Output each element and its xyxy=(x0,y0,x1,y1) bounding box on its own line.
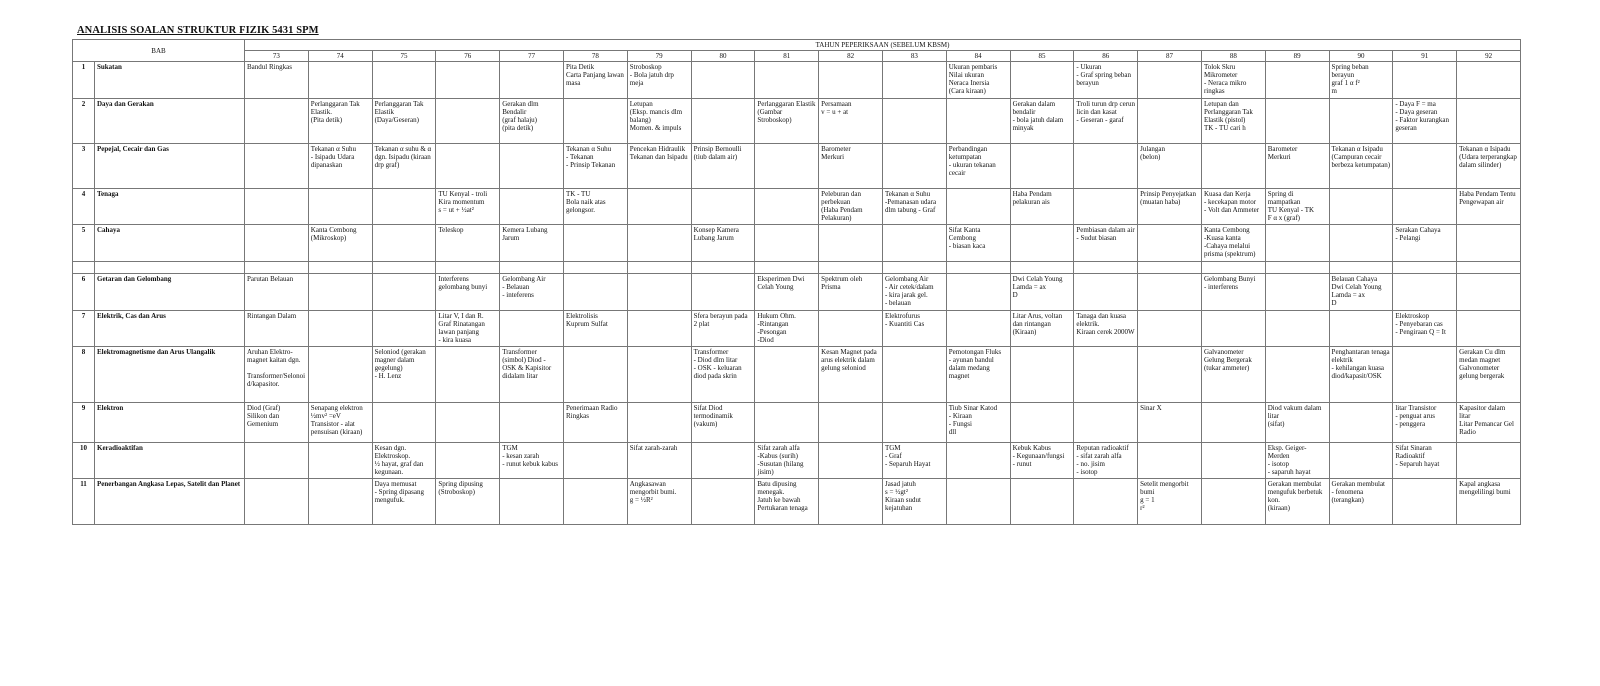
year-cell-84: Pemotongan Fluks - ayunan bandul dalam medang magnet xyxy=(946,347,1010,403)
row-number: 8 xyxy=(73,347,95,403)
year-cell-91: litar Transistor - penguat arus - penggera xyxy=(1393,403,1457,443)
year-cell-83: TGM - Graf - Separuh Hayat xyxy=(882,443,946,479)
year-cell-74 xyxy=(308,189,372,225)
year-cell-85: Haba Pendam pelakuran ais xyxy=(1010,189,1074,225)
year-cell-83 xyxy=(882,225,946,262)
table-row xyxy=(73,189,1521,225)
year-cell-92: Kapal angkasa mengelilingi bumi xyxy=(1457,479,1521,525)
year-cell-92 xyxy=(1457,311,1521,347)
year-cell-89: Diod vakum dalam litar (sifat) xyxy=(1265,403,1329,443)
year-cell-91 xyxy=(1393,479,1457,525)
table-row xyxy=(73,62,1521,99)
year-cell-81 xyxy=(755,62,819,99)
year-cell-76: Spring dipusing (Stroboskop) xyxy=(436,479,500,525)
year-cell-90: Penghantaran tenaga elektrik - kehilangan kuasa diod/kapasit/OSK xyxy=(1329,347,1393,403)
year-header-91: 91 xyxy=(1393,51,1457,62)
year-cell-75 xyxy=(372,189,436,225)
year-cell-73 xyxy=(245,99,309,144)
year-group-header: TAHUN PEPERIKSAAN (SEBELUM KBSM) xyxy=(245,40,1521,51)
year-header-85: 85 xyxy=(1010,51,1074,62)
year-cell-86 xyxy=(1074,347,1138,403)
topic-cell: Elektron xyxy=(95,403,245,443)
analysis-table xyxy=(72,39,1521,525)
year-header-90: 90 xyxy=(1329,51,1393,62)
year-cell-88 xyxy=(1201,311,1265,347)
year-cell-89 xyxy=(1265,347,1329,403)
year-cell-87 xyxy=(1138,225,1202,262)
year-cell-76 xyxy=(436,62,500,99)
year-cell-83 xyxy=(882,347,946,403)
row-number: 5 xyxy=(73,225,95,262)
bab-header: BAB xyxy=(73,40,245,62)
year-cell-86: Reputan radioaktif - sifat zarah alfa - no. jisim - isotop xyxy=(1074,443,1138,479)
year-cell-80 xyxy=(691,479,755,525)
year-cell-80: Prinsip Bernoulli (tiub dalam air) xyxy=(691,144,755,189)
year-cell-88: Gelombang Bunyi - interferens xyxy=(1201,274,1265,311)
year-cell-79 xyxy=(627,403,691,443)
year-cell-91 xyxy=(1393,62,1457,99)
row-number: 4 xyxy=(73,189,95,225)
year-cell-88: Tolok Skru Mikrometer - Neraca mikro ringkas xyxy=(1201,62,1265,99)
year-cell-92: Haba Pendam Tentu Pengewapan air xyxy=(1457,189,1521,225)
year-cell-77 xyxy=(500,479,564,525)
year-cell-82 xyxy=(819,443,883,479)
year-cell-84 xyxy=(946,189,1010,225)
row-number: 7 xyxy=(73,311,95,347)
year-cell-75 xyxy=(372,225,436,262)
year-cell-91 xyxy=(1393,189,1457,225)
year-cell-77: Kemera Lubang Jarum xyxy=(500,225,564,262)
year-cell-87: Julangan (belon) xyxy=(1138,144,1202,189)
year-cell-91 xyxy=(1393,144,1457,189)
year-header-81: 81 xyxy=(755,51,819,62)
year-cell-81: Hukum Ohm. -Rintangan -Pesongan -Diod xyxy=(755,311,819,347)
year-cell-76 xyxy=(436,99,500,144)
year-cell-74 xyxy=(308,479,372,525)
topic-cell: Daya dan Gerakan xyxy=(95,99,245,144)
year-cell-73 xyxy=(245,479,309,525)
year-cell-79: Letupan (Eksp. mancis dlm balang) Momen. & impuls xyxy=(627,99,691,144)
year-cell-73 xyxy=(245,225,309,262)
year-cell-80: Transformer - Diod dlm litar - OSK - keluaran diod pada skrin xyxy=(691,347,755,403)
year-cell-82: Peleburan dan perbekuan (Haba Pendam Pelakuran) xyxy=(819,189,883,225)
year-cell-78 xyxy=(563,99,627,144)
year-cell-78: Elektrolisis Kuprum Sulfat xyxy=(563,311,627,347)
year-header-88: 88 xyxy=(1201,51,1265,62)
year-cell-79: Stroboskop - Bola jatuh drp meja xyxy=(627,62,691,99)
year-cell-88 xyxy=(1201,443,1265,479)
year-cell-74: Senapang elektron ½mv² =eV Transistor - alat pensuisan (kiraan) xyxy=(308,403,372,443)
year-cell-84: Perbandingan ketumpatan - ukuran tekanan cecair xyxy=(946,144,1010,189)
year-cell-83 xyxy=(882,62,946,99)
year-cell-78 xyxy=(563,479,627,525)
year-cell-83: Jasad jatuh s = ½gt² Kiraan sudut kejatuhan xyxy=(882,479,946,525)
year-cell-78 xyxy=(563,225,627,262)
year-cell-90 xyxy=(1329,225,1393,262)
year-cell-80: Sifat Diod termodinamik (vakum) xyxy=(691,403,755,443)
year-cell-85 xyxy=(1010,347,1074,403)
year-cell-78 xyxy=(563,347,627,403)
year-cell-77: Gelombang Air - Belauan - inteferens xyxy=(500,274,564,311)
year-header-82: 82 xyxy=(819,51,883,62)
year-header-86: 86 xyxy=(1074,51,1138,62)
year-cell-82 xyxy=(819,62,883,99)
row-number: 3 xyxy=(73,144,95,189)
year-cell-84: Sifat Kanta Cembong - biasan kaca xyxy=(946,225,1010,262)
year-cell-80 xyxy=(691,443,755,479)
year-cell-76 xyxy=(436,443,500,479)
year-cell-86 xyxy=(1074,479,1138,525)
year-cell-83: Gelombang Air - Air cetek/dalam - kira jarak gel. - belauan xyxy=(882,274,946,311)
row-number: 1 xyxy=(73,62,95,99)
year-cell-74 xyxy=(308,274,372,311)
year-cell-74 xyxy=(308,62,372,99)
year-cell-80 xyxy=(691,99,755,144)
year-header-84: 84 xyxy=(946,51,1010,62)
year-cell-84 xyxy=(946,443,1010,479)
year-cell-92 xyxy=(1457,99,1521,144)
year-cell-79 xyxy=(627,189,691,225)
year-cell-89 xyxy=(1265,225,1329,262)
year-cell-77 xyxy=(500,311,564,347)
year-cell-86 xyxy=(1074,403,1138,443)
year-cell-90 xyxy=(1329,311,1393,347)
row-number: 11 xyxy=(73,479,95,525)
year-cell-82: Kesan Magnet pada arus elektrik dalam gelung seloniod xyxy=(819,347,883,403)
year-cell-81 xyxy=(755,225,819,262)
year-cell-86: Tanaga dan kuasa elektrik. Kiraan cerek 2000W xyxy=(1074,311,1138,347)
table-row xyxy=(73,144,1521,189)
topic-cell: Elektrik, Cas dan Arus xyxy=(95,311,245,347)
year-cell-85: Gerakan dalam bendalir - bola jatuh dalam minyak xyxy=(1010,99,1074,144)
year-cell-75: Daya memusat - Spring dipasang mengufuk. xyxy=(372,479,436,525)
year-cell-87: Setelit mengorbit bumi g = 1 r² xyxy=(1138,479,1202,525)
spacer-row xyxy=(73,262,1521,274)
year-cell-90: Spring beban berayun graf 1 α f² m xyxy=(1329,62,1393,99)
year-cell-85: Litar Arus, voltan dan rintangan (Kiraan) xyxy=(1010,311,1074,347)
table-row xyxy=(73,225,1521,262)
year-header-80: 80 xyxy=(691,51,755,62)
year-cell-78: TK - TU Bola naik atas gelongsor. xyxy=(563,189,627,225)
year-cell-73: Bandul Ringkas xyxy=(245,62,309,99)
year-cell-76: Litar V, I dan R. Graf Rinatangan lawan panjang - kira kuasa xyxy=(436,311,500,347)
year-cell-75: Perlanggaran Tak Elastik (Daya/Geseran) xyxy=(372,99,436,144)
year-cell-83: Tekanan α Suhu -Pemanasan udara dlm tabung - Graf xyxy=(882,189,946,225)
year-cell-87 xyxy=(1138,99,1202,144)
year-header-74: 74 xyxy=(308,51,372,62)
table-body xyxy=(73,62,1521,525)
table-row xyxy=(73,311,1521,347)
year-cell-81 xyxy=(755,144,819,189)
year-cell-87 xyxy=(1138,62,1202,99)
year-header-87: 87 xyxy=(1138,51,1202,62)
year-cell-81 xyxy=(755,347,819,403)
year-cell-78 xyxy=(563,443,627,479)
year-cell-79: Pencekan Hidraulik Tekanan dan Isipadu xyxy=(627,144,691,189)
year-cell-80: Konsep Kamera Lubang Jarum xyxy=(691,225,755,262)
topic-cell: Penerbangan Angkasa Lepas, Satelit dan Planet xyxy=(95,479,245,525)
year-cell-89: Barometer Merkuri xyxy=(1265,144,1329,189)
year-cell-89 xyxy=(1265,311,1329,347)
year-cell-76: TU Kenyal - troli Kira momentum s = ut + ½at² xyxy=(436,189,500,225)
year-cell-78: Penerimaan Radio Ringkas xyxy=(563,403,627,443)
year-cell-82: Barometer Merkuri xyxy=(819,144,883,189)
year-cell-81 xyxy=(755,403,819,443)
year-cell-85 xyxy=(1010,403,1074,443)
year-cell-78: Pita Detik Carta Panjang lawan masa xyxy=(563,62,627,99)
year-cell-73 xyxy=(245,189,309,225)
table-row xyxy=(73,403,1521,443)
row-number: 6 xyxy=(73,274,95,311)
year-header-75: 75 xyxy=(372,51,436,62)
year-cell-91: - Daya F = ma - Daya geseran - Faktor kurangkan geseran xyxy=(1393,99,1457,144)
year-cell-85 xyxy=(1010,144,1074,189)
year-cell-75: Tekanan α suhu & α dgn. Isipadu (kiraan drp graf) xyxy=(372,144,436,189)
year-cell-88: Letupan dan Perlanggaran Tak Elastik (pistol) TK - TU cari h xyxy=(1201,99,1265,144)
year-cell-82 xyxy=(819,225,883,262)
year-cell-88 xyxy=(1201,403,1265,443)
year-cell-80 xyxy=(691,62,755,99)
year-cell-76: Teleskop xyxy=(436,225,500,262)
topic-cell: Getaran dan Gelombang xyxy=(95,274,245,311)
year-cell-87 xyxy=(1138,311,1202,347)
year-cell-73 xyxy=(245,443,309,479)
year-cell-89 xyxy=(1265,62,1329,99)
year-cell-83 xyxy=(882,144,946,189)
year-cell-82: Persamaan v = u + at xyxy=(819,99,883,144)
year-cell-92 xyxy=(1457,62,1521,99)
year-cell-79 xyxy=(627,274,691,311)
year-cell-92: Kapasitor dalam litar Litar Pemancar Gel Radio xyxy=(1457,403,1521,443)
year-cell-82 xyxy=(819,403,883,443)
year-cell-79 xyxy=(627,225,691,262)
year-cell-90 xyxy=(1329,403,1393,443)
year-cell-78 xyxy=(563,274,627,311)
year-cell-76: Interferens gelombang bunyi xyxy=(436,274,500,311)
year-cell-79 xyxy=(627,347,691,403)
year-cell-82: Spektrum oleh Prisma xyxy=(819,274,883,311)
year-cell-73: Aruhan Elektro-magnet kaitan dgn. Transformer/Selonoid/kapasitor. xyxy=(245,347,309,403)
topic-cell: Elektromagnetisme dan Arus Ulangalik xyxy=(95,347,245,403)
year-cell-77 xyxy=(500,403,564,443)
year-cell-92: Gerakan Cu dlm medan magnet Galvonometer gelung bergerak xyxy=(1457,347,1521,403)
year-cell-88: Kuasa dan Kerja - kecekapan motor - Volt dan Ammeter xyxy=(1201,189,1265,225)
year-header-row xyxy=(73,51,1521,62)
year-cell-85 xyxy=(1010,479,1074,525)
year-cell-79: Angkasawan mengorbit bumi. g = ½R² xyxy=(627,479,691,525)
year-cell-87 xyxy=(1138,274,1202,311)
year-cell-86 xyxy=(1074,274,1138,311)
year-cell-76 xyxy=(436,403,500,443)
year-cell-88 xyxy=(1201,144,1265,189)
year-cell-77 xyxy=(500,62,564,99)
year-cell-85 xyxy=(1010,62,1074,99)
year-cell-77 xyxy=(500,189,564,225)
year-cell-75 xyxy=(372,311,436,347)
year-cell-73 xyxy=(245,144,309,189)
year-cell-83 xyxy=(882,403,946,443)
year-header-83: 83 xyxy=(882,51,946,62)
year-cell-83: Elektrofurus - Kuantiti Cas xyxy=(882,311,946,347)
year-cell-74: Kanta Cembong (Mikroskop) xyxy=(308,225,372,262)
table-row xyxy=(73,347,1521,403)
year-cell-89: Eksp. Geiger-Merden - isotop - saparuh hayat xyxy=(1265,443,1329,479)
row-number: 2 xyxy=(73,99,95,144)
year-cell-80 xyxy=(691,189,755,225)
year-cell-85: Kebuk Kabus - Kegunaan/fungsi - runut xyxy=(1010,443,1074,479)
year-cell-73: Rintangan Dalam xyxy=(245,311,309,347)
year-cell-79: Sifat zarah-zarah xyxy=(627,443,691,479)
topic-cell: Cahaya xyxy=(95,225,245,262)
row-number: 10 xyxy=(73,443,95,479)
year-cell-88: Galvanometer Gelung Bergerak (tukar ammeter) xyxy=(1201,347,1265,403)
year-cell-84 xyxy=(946,311,1010,347)
year-cell-92 xyxy=(1457,225,1521,262)
year-cell-92 xyxy=(1457,274,1521,311)
year-cell-90: Tekanan α Isipadu (Campuran cecair berbeza ketumpatan) xyxy=(1329,144,1393,189)
year-cell-90 xyxy=(1329,443,1393,479)
year-cell-81 xyxy=(755,189,819,225)
year-cell-82 xyxy=(819,311,883,347)
year-cell-78: Tekanan α Suhu - Tekanan - Prinsip Tekanan xyxy=(563,144,627,189)
year-cell-77: TGM - kesan zarah - runut kebuk kabus xyxy=(500,443,564,479)
year-cell-90: Gerakan membulat - fenomena (terangkan) xyxy=(1329,479,1393,525)
year-cell-75 xyxy=(372,403,436,443)
year-cell-81: Eksperimen Dwi Celah Young xyxy=(755,274,819,311)
year-cell-74: Tekanan α Suhu - Isipadu Udara dipanaskan xyxy=(308,144,372,189)
year-cell-91 xyxy=(1393,274,1457,311)
year-header-78: 78 xyxy=(563,51,627,62)
year-cell-86 xyxy=(1074,189,1138,225)
year-header-89: 89 xyxy=(1265,51,1329,62)
year-cell-83 xyxy=(882,99,946,144)
year-cell-87 xyxy=(1138,347,1202,403)
year-cell-86: Troli turun drp cerun licin dan kasat - Geseran - garaf xyxy=(1074,99,1138,144)
year-cell-81: Batu dipusing menegak. Jatuh ke bawah Pertukaran tenaga xyxy=(755,479,819,525)
table-row xyxy=(73,479,1521,525)
year-cell-91: Sifat Sinaran Radioaktif - Separuh hayat xyxy=(1393,443,1457,479)
year-cell-75 xyxy=(372,274,436,311)
year-header-77: 77 xyxy=(500,51,564,62)
year-cell-74: Perlanggaran Tak Elastik. (Pita detik) xyxy=(308,99,372,144)
year-cell-75: Seloniod (gerakan magner dalam gegelung) - H. Lenz xyxy=(372,347,436,403)
table-row xyxy=(73,99,1521,144)
year-cell-80: Sfera berayun pada 2 plat xyxy=(691,311,755,347)
year-cell-77 xyxy=(500,144,564,189)
year-cell-86: Pembiasan dalam air - Sudut biasan xyxy=(1074,225,1138,262)
year-cell-87: Prinsip Penyejatkan (muatan haba) xyxy=(1138,189,1202,225)
year-cell-73: Parutan Belauan xyxy=(245,274,309,311)
year-header-76: 76 xyxy=(436,51,500,62)
topic-cell: Keradioaktifan xyxy=(95,443,245,479)
topic-cell: Sukatan xyxy=(95,62,245,99)
year-cell-87 xyxy=(1138,443,1202,479)
year-cell-84: Tiub Sinar Katod - Kiraan - Fungsi dll xyxy=(946,403,1010,443)
topic-cell: Pepejal, Cecair dan Gas xyxy=(95,144,245,189)
year-cell-84 xyxy=(946,99,1010,144)
year-cell-88 xyxy=(1201,479,1265,525)
table-row xyxy=(73,443,1521,479)
year-cell-91: Serakan Cahaya - Pelangi xyxy=(1393,225,1457,262)
year-cell-86: - Ukuran - Graf spring beban berayun xyxy=(1074,62,1138,99)
table-row xyxy=(73,274,1521,311)
year-cell-76 xyxy=(436,347,500,403)
year-cell-89 xyxy=(1265,99,1329,144)
year-cell-81: Perlanggaran Elastik (Gambar Stroboskop) xyxy=(755,99,819,144)
year-header-79: 79 xyxy=(627,51,691,62)
year-cell-90 xyxy=(1329,189,1393,225)
year-cell-85: Dwi Celah Young Lamda = ax D xyxy=(1010,274,1074,311)
year-cell-88: Kanta Cembong -Kuasa kanta -Cahaya melalui prisma (spektrum) xyxy=(1201,225,1265,262)
year-cell-91 xyxy=(1393,347,1457,403)
year-cell-86 xyxy=(1074,144,1138,189)
year-cell-85 xyxy=(1010,225,1074,262)
year-header-73: 73 xyxy=(245,51,309,62)
year-cell-89: Gerakan membulat mengufuk berbetuk kon. (kiraan) xyxy=(1265,479,1329,525)
year-cell-77: Transformer (simbol) Diod - OSK & Kapisitor didalam litar xyxy=(500,347,564,403)
year-cell-74 xyxy=(308,347,372,403)
year-cell-75 xyxy=(372,62,436,99)
year-cell-79 xyxy=(627,311,691,347)
year-cell-89: Spring di mampatkan TU Kenyal - TK F α x (graf) xyxy=(1265,189,1329,225)
topic-cell: Tenaga xyxy=(95,189,245,225)
year-cell-92 xyxy=(1457,443,1521,479)
year-cell-90: Belauan Cahaya Dwi Celah Young Lamda = ax D xyxy=(1329,274,1393,311)
year-cell-74 xyxy=(308,443,372,479)
row-number: 9 xyxy=(73,403,95,443)
year-cell-84 xyxy=(946,479,1010,525)
year-cell-77: Gerakan dlm Bendalir (graf halaju) (pita detik) xyxy=(500,99,564,144)
year-cell-73: Diod (Graf) Silikon dan Gemenium xyxy=(245,403,309,443)
year-cell-82 xyxy=(819,479,883,525)
document-title: ANALISIS SOALAN STRUKTUR FIZIK 5431 SPM xyxy=(77,25,319,36)
year-cell-84 xyxy=(946,274,1010,311)
year-cell-75: Kesan dgn. Elektroskop. ½ hayat, graf dan kegunaan. xyxy=(372,443,436,479)
year-cell-80 xyxy=(691,274,755,311)
year-cell-76 xyxy=(436,144,500,189)
year-cell-90 xyxy=(1329,99,1393,144)
year-header-92: 92 xyxy=(1457,51,1521,62)
year-cell-87: Sinar X xyxy=(1138,403,1202,443)
year-cell-89 xyxy=(1265,274,1329,311)
year-cell-81: Sifat zarah alfa -Kabus (surih) -Susutan (hilang jisim) xyxy=(755,443,819,479)
year-cell-91: Elektroskop - Penyebaran cas - Pengiraan Q = It xyxy=(1393,311,1457,347)
year-cell-84: Ukuran pembaris Nilai ukuran Neraca Inersia (Cara kiraan) xyxy=(946,62,1010,99)
year-cell-92: Tekanan α Isipadu (Udara terperangkap dalam silinder) xyxy=(1457,144,1521,189)
year-cell-74 xyxy=(308,311,372,347)
